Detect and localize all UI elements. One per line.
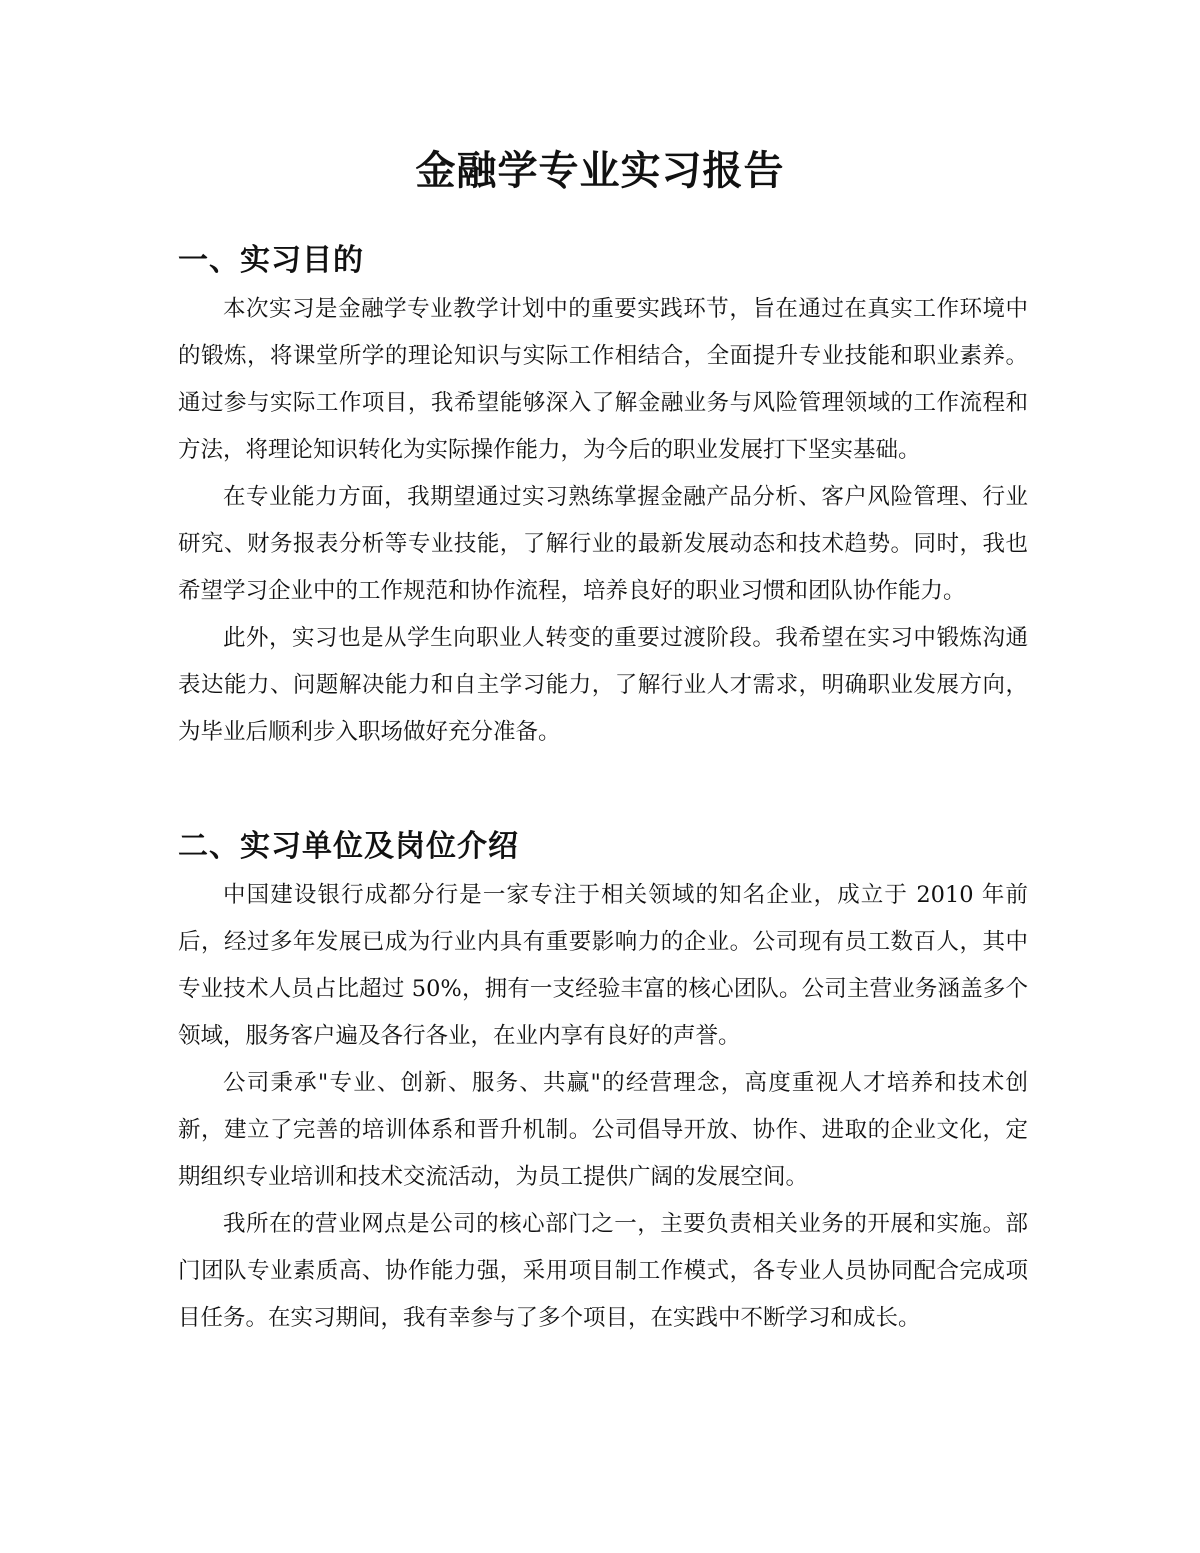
- paragraph: 此外，实习也是从学生向职业人转变的重要过渡阶段。我希望在实习中锻炼沟通表达能力、问题解决能力和自主学习能力，了解行业人才需求，明确职业发展方向，为毕业后顺利步入职场做好充分准备。: [178, 625, 1028, 745]
- section-internship-purpose: [178, 236, 1028, 756]
- section-heading: 一、实习目的: [178, 243, 364, 278]
- section-company-introduction: [178, 822, 1028, 1342]
- paragraph: 本次实习是金融学专业教学计划中的重要实践环节，旨在通过在真实工作环境中的锻炼，将课堂所学的理论知识与实际工作相结合，全面提升专业技能和职业素养。通过参与实际工作项目，我希望能够深入了解金融业务与风险管理领域的工作流程和方法，将理论知识转化为实际操作能力，为今后的职业发展打下坚实基础。: [178, 296, 1028, 463]
- paragraph: 在专业能力方面，我期望通过实习熟练掌握金融产品分析、客户风险管理、行业研究、财务报表分析等专业技能，了解行业的最新发展动态和技术趋势。同时，我也希望学习企业中的工作规范和协作流程，培养良好的职业习惯和团队协作能力。: [178, 484, 1028, 604]
- paragraph: 公司秉承"专业、创新、服务、共赢"的经营理念，高度重视人才培养和技术创新，建立了完善的培训体系和晋升机制。公司倡导开放、协作、进取的企业文化，定期组织专业培训和技术交流活动，为员工提供广阔的发展空间。: [178, 1070, 1028, 1190]
- document-title: 金融学专业实习报告: [415, 148, 785, 194]
- paragraph: 我所在的营业网点是公司的核心部门之一，主要负责相关业务的开展和实施。部门团队专业素质高、协作能力强，采用项目制工作模式，各专业人员协同配合完成项目任务。在实习期间，我有幸参与了多个项目，在实践中不断学习和成长。: [178, 1211, 1028, 1331]
- paragraph: 中国建设银行成都分行是一家专注于相关领域的知名企业，成立于 2010 年前后，经过多年发展已成为行业内具有重要影响力的企业。公司现有员工数百人，其中专业技术人员占比超过 50%，拥有一支经验丰富的核心团队。公司主营业务涵盖多个领域，服务客户遍及各行各业，在业内享有良好的声誉。: [178, 882, 1028, 1049]
- section-heading: 二、实习单位及岗位介绍: [178, 829, 519, 864]
